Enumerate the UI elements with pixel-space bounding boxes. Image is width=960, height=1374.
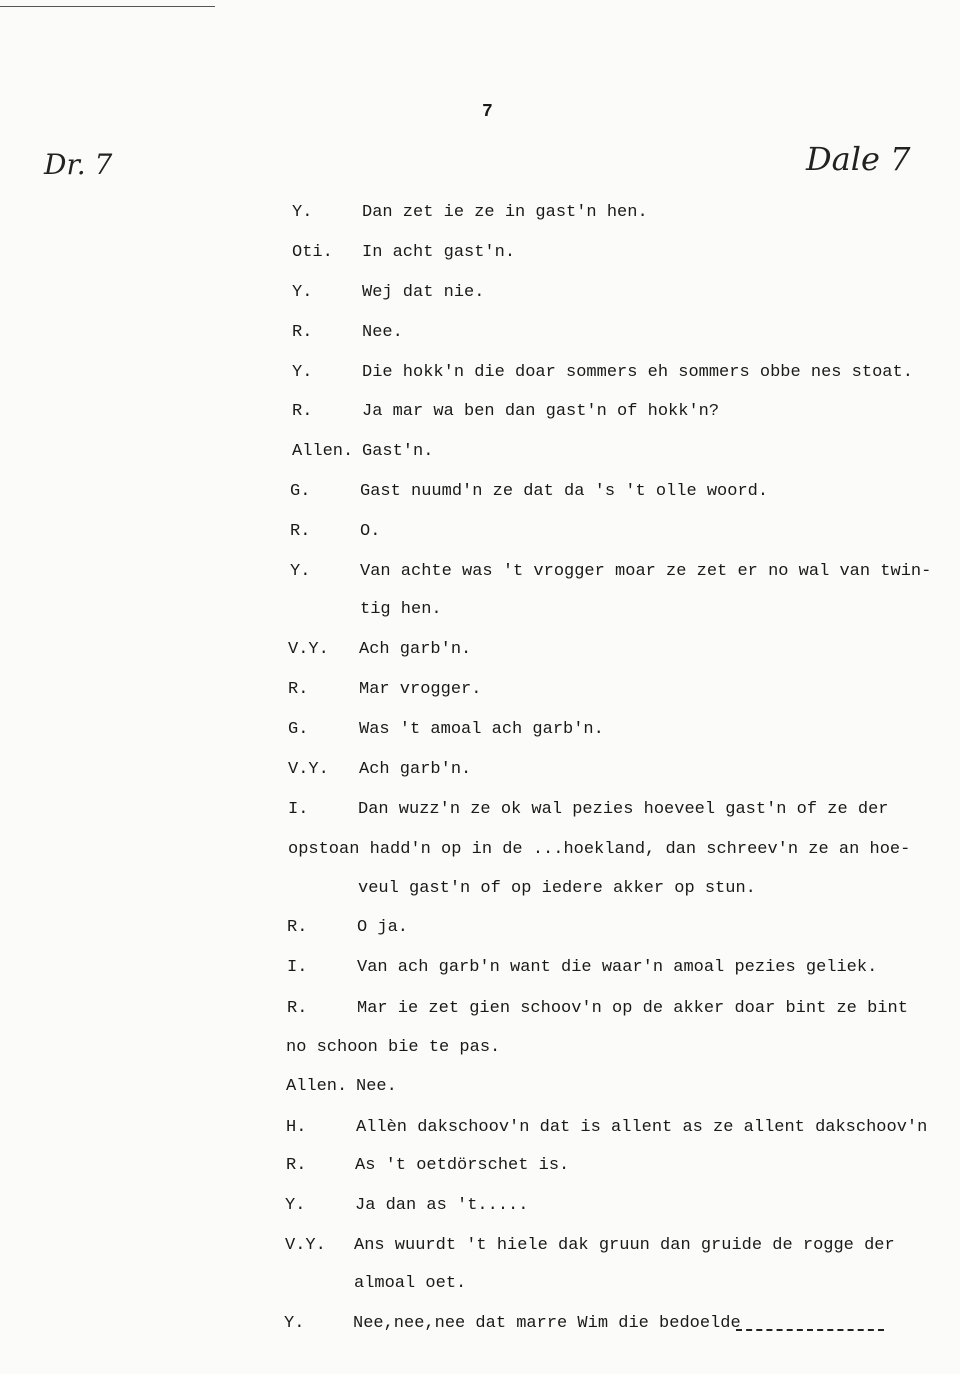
speaker-label: Y.: [284, 1314, 305, 1333]
speaker-label: H.: [286, 1118, 307, 1137]
speaker-label: R.: [288, 680, 309, 699]
utterance-text: Nee.: [362, 323, 403, 342]
handwritten-annotation-right: Dale 7: [806, 140, 911, 178]
utterance-text: Die hokk'n die doar sommers eh sommers obbe nes stoat.: [362, 363, 913, 382]
speaker-label: V.Y.: [288, 640, 329, 659]
speaker-label: R.: [286, 1156, 307, 1175]
utterance-continuation: opstoan hadd'n op in de ...hoekland, dan schreev'n ze an hoe-: [288, 840, 911, 859]
utterance-text: Dan wuzz'n ze ok wal pezies hoeveel gast'n of ze der: [358, 800, 889, 819]
utterance-text: Van achte was 't vrogger moar ze zet er no wal van twin-: [360, 562, 932, 581]
speaker-label: Allen.: [292, 442, 354, 461]
utterance-continuation: tig hen.: [360, 600, 442, 619]
speaker-label: V.Y.: [288, 760, 329, 779]
utterance-text: Gast nuumd'n ze dat da 's 't olle woord.: [360, 482, 769, 501]
utterance-text: Ach garb'n.: [359, 760, 472, 779]
speaker-label: Allen.: [286, 1077, 348, 1096]
speaker-label: R.: [287, 999, 308, 1018]
utterance-text: Nee.: [356, 1077, 397, 1096]
utterance-text: Ans wuurdt 't hiele dak gruun dan gruide de rogge der: [354, 1236, 895, 1255]
speaker-label: R.: [292, 402, 313, 421]
speaker-label: R.: [287, 918, 308, 937]
utterance-text: Van ach garb'n want die waar'n amoal pezies geliek.: [357, 958, 878, 977]
speaker-label: G.: [288, 720, 309, 739]
speaker-label: G.: [290, 482, 311, 501]
speaker-label: R.: [290, 522, 311, 541]
speaker-label: I.: [288, 800, 309, 819]
utterance-text: As 't oetdörschet is.: [355, 1156, 570, 1175]
top-rule: [0, 6, 215, 7]
speaker-label: Oti.: [292, 243, 333, 262]
utterance-text: In acht gast'n.: [362, 243, 516, 262]
utterance-text: Gast'n.: [362, 442, 434, 461]
utterance-continuation: veul gast'n of op iedere akker op stun.: [358, 879, 756, 898]
speaker-label: Y.: [285, 1196, 306, 1215]
utterance-text: Was 't amoal ach garb'n.: [359, 720, 604, 739]
utterance-text: Ja dan as 't.....: [355, 1196, 529, 1215]
utterance-text: Wej dat nie.: [362, 283, 485, 302]
speaker-label: I.: [287, 958, 308, 977]
utterance-text: Ach garb'n.: [359, 640, 472, 659]
page-number: 7: [482, 102, 493, 122]
utterance-text: Ja mar wa ben dan gast'n of hokk'n?: [362, 402, 720, 421]
speaker-label: R.: [292, 323, 313, 342]
speaker-label: Y.: [292, 363, 313, 382]
utterance-text: Dan zet ie ze in gast'n hen.: [362, 203, 648, 222]
utterance-text: O.: [360, 522, 381, 541]
speaker-label: Y.: [290, 562, 311, 581]
speaker-label: Y.: [292, 203, 313, 222]
utterance-text: Nee,nee,nee dat marre Wim die bedoelde: [353, 1314, 741, 1333]
utterance-continuation: almoal oet.: [354, 1274, 467, 1293]
utterance-text: Mar vrogger.: [359, 680, 482, 699]
utterance-text: Allèn dakschoov'n dat is allent as ze allent dakschoov'n: [356, 1118, 928, 1137]
speaker-label: V.Y.: [285, 1236, 326, 1255]
trailing-dash-line: [736, 1329, 884, 1331]
handwritten-annotation-left: Dr. 7: [44, 148, 113, 181]
utterance-continuation: no schoon bie te pas.: [286, 1038, 501, 1057]
speaker-label: Y.: [292, 283, 313, 302]
utterance-text: O ja.: [357, 918, 409, 937]
utterance-text: Mar ie zet gien schoov'n op de akker doar bint ze bint: [357, 999, 908, 1018]
